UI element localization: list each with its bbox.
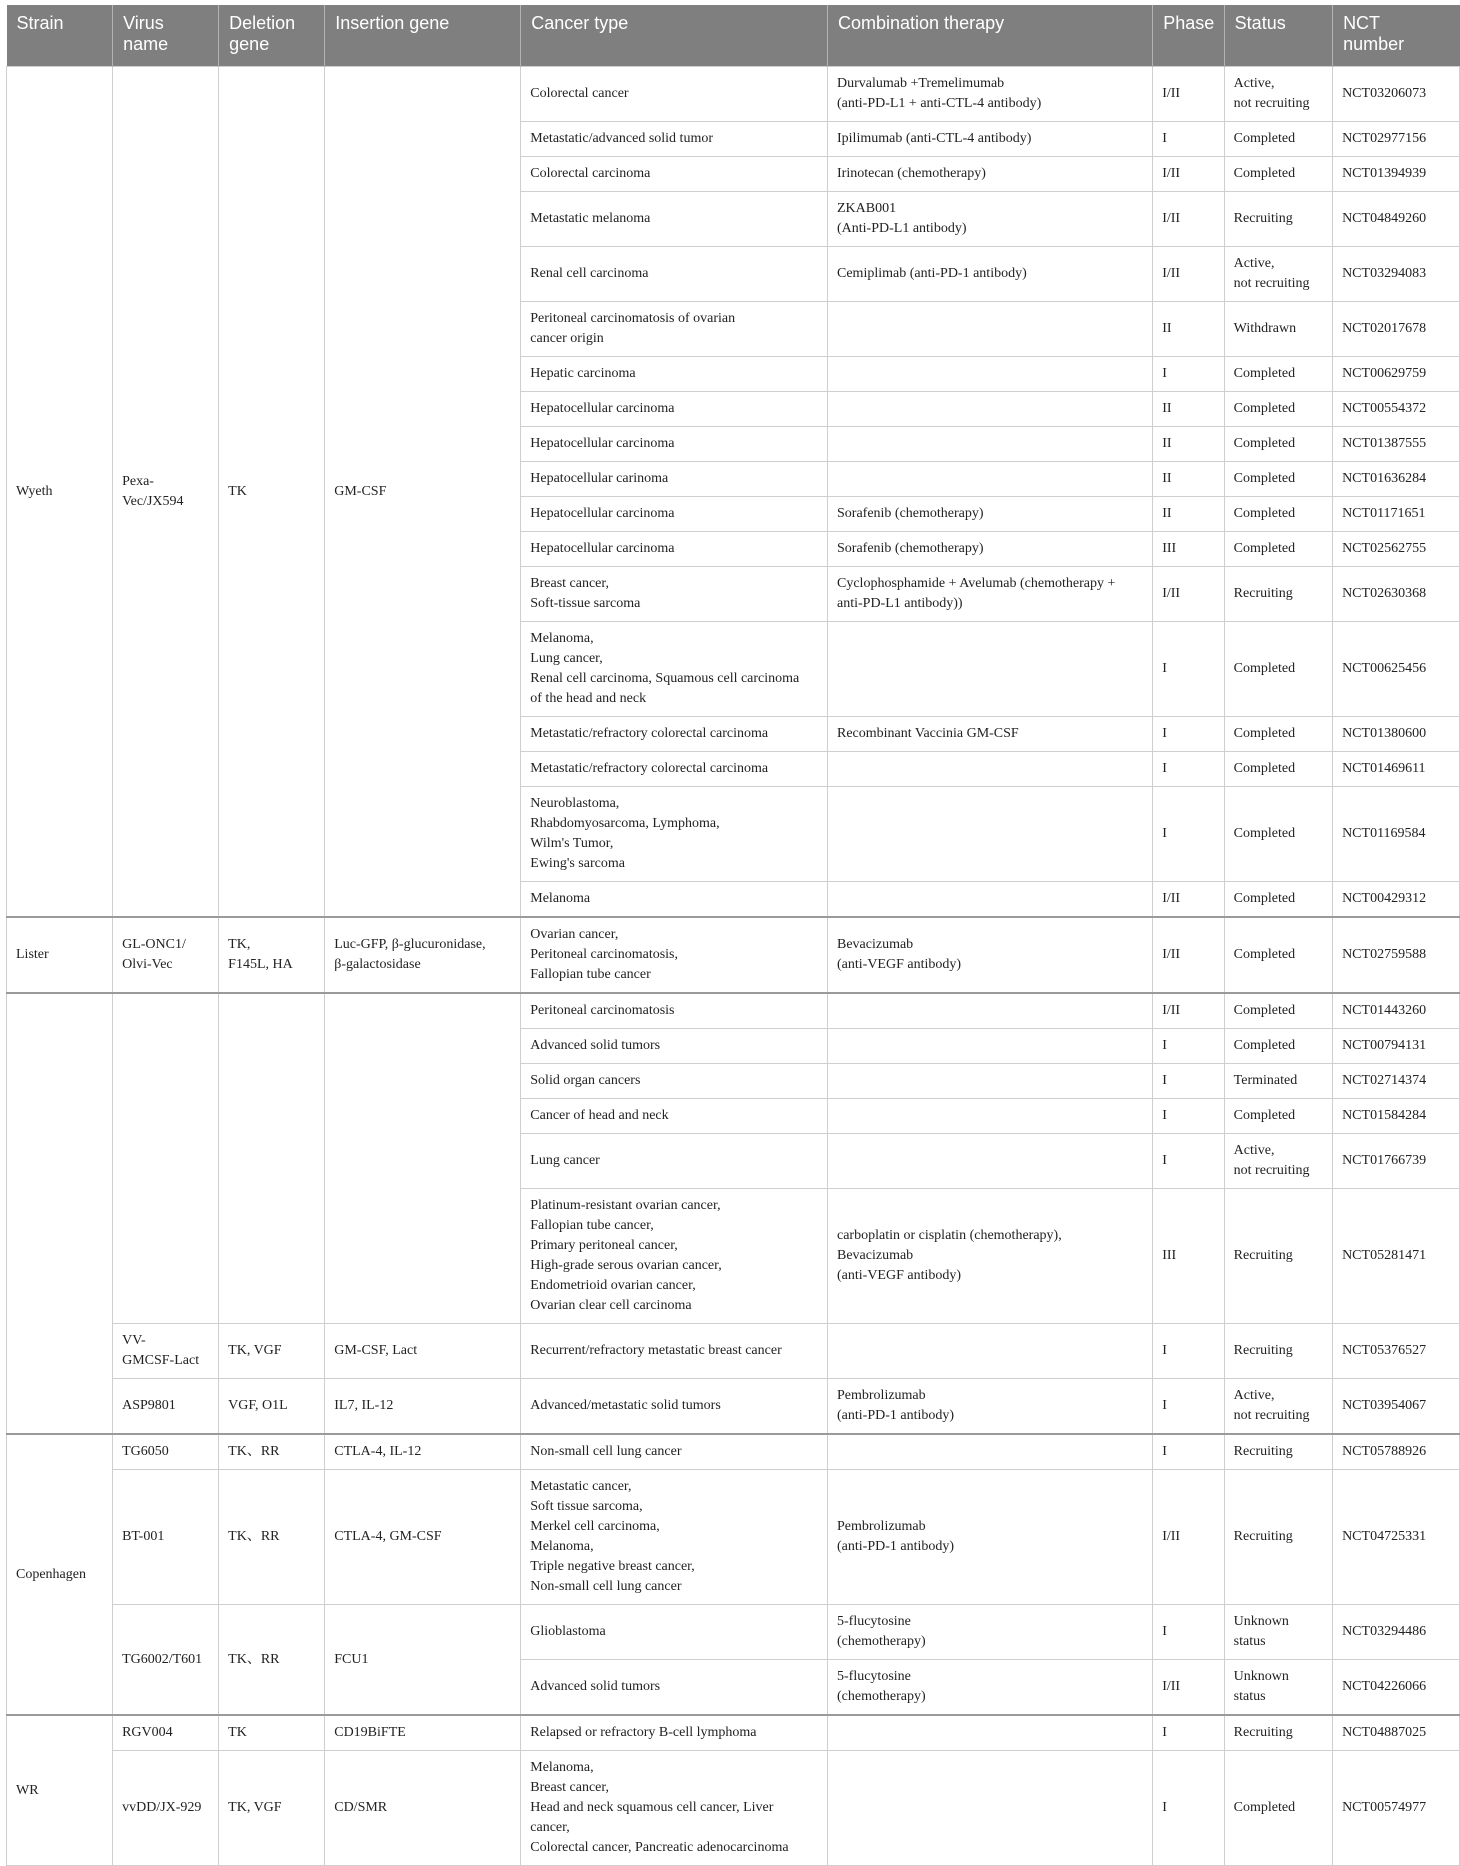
cancer-type-cell: Advanced solid tumors bbox=[521, 1029, 828, 1064]
phase-cell: I bbox=[1153, 1324, 1224, 1379]
combination-therapy-cell: Irinotecan (chemotherapy) bbox=[828, 157, 1153, 192]
insertion-gene-cell: GM-CSF, Lact bbox=[325, 1324, 521, 1379]
table-row bbox=[7, 1470, 1460, 1605]
virus-name-cell: Pexa- Vec/JX594 bbox=[113, 67, 219, 918]
deletion-gene-cell: VGF, O1L bbox=[219, 1379, 325, 1435]
insertion-gene-cell: CD19BiFTE bbox=[325, 1715, 521, 1751]
status-cell: Active, not recruiting bbox=[1224, 247, 1332, 302]
virus-name-cell: GL-ONC1/ Olvi-Vec bbox=[113, 917, 219, 993]
status-cell: Unknown status bbox=[1224, 1605, 1332, 1660]
nct-number-cell: NCT02562755 bbox=[1333, 532, 1460, 567]
cancer-type-cell: Metastatic/refractory colorectal carcinoma bbox=[521, 752, 828, 787]
status-cell: Active, not recruiting bbox=[1224, 67, 1332, 122]
phase-cell: I/II bbox=[1153, 1660, 1224, 1716]
nct-number-cell: NCT01394939 bbox=[1333, 157, 1460, 192]
insertion-gene-cell: CTLA-4, IL-12 bbox=[325, 1434, 521, 1470]
nct-number-cell: NCT02759588 bbox=[1333, 917, 1460, 993]
cancer-type-cell: Colorectal cancer bbox=[521, 67, 828, 122]
combination-therapy-cell: ZKAB001 (Anti-PD-L1 antibody) bbox=[828, 192, 1153, 247]
nct-number-cell: NCT04226066 bbox=[1333, 1660, 1460, 1716]
status-cell: Completed bbox=[1224, 917, 1332, 993]
phase-cell: I/II bbox=[1153, 993, 1224, 1029]
status-cell: Recruiting bbox=[1224, 192, 1332, 247]
cancer-type-cell: Breast cancer, Soft-tissue sarcoma bbox=[521, 567, 828, 622]
combination-therapy-cell: Cyclophosphamide + Avelumab (chemotherapy + anti-PD-L1 antibody)) bbox=[828, 567, 1153, 622]
header-virus-name: Virus name bbox=[113, 5, 219, 67]
status-cell: Completed bbox=[1224, 462, 1332, 497]
phase-cell: III bbox=[1153, 1189, 1224, 1324]
combination-therapy-cell bbox=[828, 462, 1153, 497]
status-cell: Unknown status bbox=[1224, 1660, 1332, 1716]
combination-therapy-cell bbox=[828, 1134, 1153, 1189]
nct-number-cell: NCT02977156 bbox=[1333, 122, 1460, 157]
status-cell: Recruiting bbox=[1224, 1324, 1332, 1379]
cancer-type-cell: Metastatic melanoma bbox=[521, 192, 828, 247]
insertion-gene-cell: GM-CSF bbox=[325, 67, 521, 918]
cancer-type-cell: Colorectal carcinoma bbox=[521, 157, 828, 192]
combination-therapy-cell bbox=[828, 882, 1153, 918]
deletion-gene-cell bbox=[219, 993, 325, 1324]
combination-therapy-cell: Sorafenib (chemotherapy) bbox=[828, 497, 1153, 532]
nct-number-cell: NCT01584284 bbox=[1333, 1099, 1460, 1134]
combination-therapy-cell: Bevacizumab (anti-VEGF antibody) bbox=[828, 917, 1153, 993]
combination-therapy-cell: Ipilimumab (anti-CTL-4 antibody) bbox=[828, 122, 1153, 157]
status-cell: Completed bbox=[1224, 122, 1332, 157]
cancer-type-cell: Relapsed or refractory B-cell lymphoma bbox=[521, 1715, 828, 1751]
nct-number-cell: NCT05376527 bbox=[1333, 1324, 1460, 1379]
nct-number-cell: NCT02714374 bbox=[1333, 1064, 1460, 1099]
status-cell: Completed bbox=[1224, 882, 1332, 918]
nct-number-cell: NCT02630368 bbox=[1333, 567, 1460, 622]
header-strain: Strain bbox=[7, 5, 113, 67]
phase-cell: I bbox=[1153, 357, 1224, 392]
combination-therapy-cell bbox=[828, 1324, 1153, 1379]
nct-number-cell: NCT00629759 bbox=[1333, 357, 1460, 392]
phase-cell: I bbox=[1153, 1029, 1224, 1064]
phase-cell: I/II bbox=[1153, 917, 1224, 993]
cancer-type-cell: Melanoma, Breast cancer, Head and neck squamous cell cancer, Liver cancer, Colorectal cancer, Pancreatic adenocarcinoma bbox=[521, 1751, 828, 1866]
table-row bbox=[7, 67, 1460, 122]
combination-therapy-cell bbox=[828, 1434, 1153, 1470]
header-deletion-gene: Deletion gene bbox=[219, 5, 325, 67]
cancer-type-cell: Solid organ cancers bbox=[521, 1064, 828, 1099]
phase-cell: I bbox=[1153, 1605, 1224, 1660]
table-container bbox=[6, 5, 1460, 1866]
cancer-type-cell: Melanoma bbox=[521, 882, 828, 918]
cancer-type-cell: Ovarian cancer, Peritoneal carcinomatosis, Fallopian tube cancer bbox=[521, 917, 828, 993]
strain-cell bbox=[7, 993, 113, 1434]
table-row bbox=[7, 1434, 1460, 1470]
nct-number-cell: NCT00429312 bbox=[1333, 882, 1460, 918]
nct-number-cell: NCT03294083 bbox=[1333, 247, 1460, 302]
virus-name-cell bbox=[113, 993, 219, 1324]
status-cell: Completed bbox=[1224, 1099, 1332, 1134]
status-cell: Completed bbox=[1224, 717, 1332, 752]
nct-number-cell: NCT03206073 bbox=[1333, 67, 1460, 122]
table-row bbox=[7, 1324, 1460, 1379]
status-cell: Recruiting bbox=[1224, 567, 1332, 622]
cancer-type-cell: Platinum-resistant ovarian cancer, Fallopian tube cancer, Primary peritoneal cancer, High-grade serous ovarian cancer, Endometrioid ovarian cancer, Ovarian clear cell carcinoma bbox=[521, 1189, 828, 1324]
combination-therapy-cell: Pembrolizumab (anti-PD-1 antibody) bbox=[828, 1379, 1153, 1435]
cancer-type-cell: Peritoneal carcinomatosis bbox=[521, 993, 828, 1029]
deletion-gene-cell: TK, VGF bbox=[219, 1751, 325, 1866]
combination-therapy-cell bbox=[828, 752, 1153, 787]
status-cell: Active, not recruiting bbox=[1224, 1134, 1332, 1189]
nct-number-cell: NCT00574977 bbox=[1333, 1751, 1460, 1866]
phase-cell: I bbox=[1153, 1134, 1224, 1189]
cancer-type-cell: Glioblastoma bbox=[521, 1605, 828, 1660]
status-cell: Terminated bbox=[1224, 1064, 1332, 1099]
nct-number-cell: NCT01169584 bbox=[1333, 787, 1460, 882]
table-row bbox=[7, 1751, 1460, 1866]
deletion-gene-cell: TK, F145L, HA bbox=[219, 917, 325, 993]
combination-therapy-cell: Sorafenib (chemotherapy) bbox=[828, 532, 1153, 567]
header-nct-number: NCT number bbox=[1333, 5, 1460, 67]
table-row bbox=[7, 1605, 1460, 1660]
phase-cell: II bbox=[1153, 462, 1224, 497]
insertion-gene-cell: FCU1 bbox=[325, 1605, 521, 1716]
phase-cell: II bbox=[1153, 392, 1224, 427]
status-cell: Withdrawn bbox=[1224, 302, 1332, 357]
status-cell: Completed bbox=[1224, 427, 1332, 462]
nct-number-cell: NCT05281471 bbox=[1333, 1189, 1460, 1324]
combination-therapy-cell bbox=[828, 1029, 1153, 1064]
nct-number-cell: NCT01469611 bbox=[1333, 752, 1460, 787]
deletion-gene-cell: TK、RR bbox=[219, 1605, 325, 1716]
cancer-type-cell: Recurrent/refractory metastatic breast cancer bbox=[521, 1324, 828, 1379]
nct-number-cell: NCT00625456 bbox=[1333, 622, 1460, 717]
nct-number-cell: NCT01443260 bbox=[1333, 993, 1460, 1029]
cancer-type-cell: Metastatic cancer, Soft tissue sarcoma, Merkel cell carcinoma, Melanoma, Triple negative breast cancer, Non-small cell lung cancer bbox=[521, 1470, 828, 1605]
status-cell: Completed bbox=[1224, 1751, 1332, 1866]
phase-cell: II bbox=[1153, 427, 1224, 462]
status-cell: Active, not recruiting bbox=[1224, 1379, 1332, 1435]
virus-name-cell: RGV004 bbox=[113, 1715, 219, 1751]
status-cell: Completed bbox=[1224, 622, 1332, 717]
combination-therapy-cell bbox=[828, 1715, 1153, 1751]
phase-cell: I bbox=[1153, 622, 1224, 717]
status-cell: Completed bbox=[1224, 1029, 1332, 1064]
nct-number-cell: NCT01387555 bbox=[1333, 427, 1460, 462]
strain-cell: Lister bbox=[7, 917, 113, 993]
phase-cell: I/II bbox=[1153, 157, 1224, 192]
nct-number-cell: NCT00554372 bbox=[1333, 392, 1460, 427]
combination-therapy-cell bbox=[828, 357, 1153, 392]
cancer-type-cell: Hepatocellular carcinoma bbox=[521, 427, 828, 462]
nct-number-cell: NCT04849260 bbox=[1333, 192, 1460, 247]
nct-number-cell: NCT05788926 bbox=[1333, 1434, 1460, 1470]
insertion-gene-cell: CD/SMR bbox=[325, 1751, 521, 1866]
phase-cell: I/II bbox=[1153, 192, 1224, 247]
phase-cell: I bbox=[1153, 1099, 1224, 1134]
insertion-gene-cell: CTLA-4, GM-CSF bbox=[325, 1470, 521, 1605]
status-cell: Completed bbox=[1224, 787, 1332, 882]
combination-therapy-cell: 5-flucytosine (chemotherapy) bbox=[828, 1605, 1153, 1660]
cancer-type-cell: Advanced solid tumors bbox=[521, 1660, 828, 1716]
phase-cell: I/II bbox=[1153, 67, 1224, 122]
status-cell: Completed bbox=[1224, 157, 1332, 192]
insertion-gene-cell bbox=[325, 993, 521, 1324]
cancer-type-cell: Hepatocellular carcinoma bbox=[521, 392, 828, 427]
phase-cell: I/II bbox=[1153, 567, 1224, 622]
deletion-gene-cell: TK bbox=[219, 67, 325, 918]
cancer-type-cell: Lung cancer bbox=[521, 1134, 828, 1189]
insertion-gene-cell: Luc-GFP, β-glucuronidase, β-galactosidase bbox=[325, 917, 521, 993]
phase-cell: I/II bbox=[1153, 247, 1224, 302]
cancer-type-cell: Hepatocellular carcinoma bbox=[521, 497, 828, 532]
combination-therapy-cell bbox=[828, 427, 1153, 462]
strain-cell: WR bbox=[7, 1715, 113, 1866]
deletion-gene-cell: TK, VGF bbox=[219, 1324, 325, 1379]
nct-number-cell: NCT04725331 bbox=[1333, 1470, 1460, 1605]
cancer-type-cell: Advanced/metastatic solid tumors bbox=[521, 1379, 828, 1435]
deletion-gene-cell: TK、RR bbox=[219, 1470, 325, 1605]
virus-name-cell: vvDD/JX-929 bbox=[113, 1751, 219, 1866]
combination-therapy-cell bbox=[828, 302, 1153, 357]
cancer-type-cell: Neuroblastoma, Rhabdomyosarcoma, Lymphoma, Wilm's Tumor, Ewing's sarcoma bbox=[521, 787, 828, 882]
status-cell: Completed bbox=[1224, 752, 1332, 787]
phase-cell: I bbox=[1153, 787, 1224, 882]
combination-therapy-cell bbox=[828, 1064, 1153, 1099]
nct-number-cell: NCT03954067 bbox=[1333, 1379, 1460, 1435]
nct-number-cell: NCT00794131 bbox=[1333, 1029, 1460, 1064]
phase-cell: I/II bbox=[1153, 1470, 1224, 1605]
combination-therapy-cell bbox=[828, 1751, 1153, 1866]
combination-therapy-cell: Cemiplimab (anti-PD-1 antibody) bbox=[828, 247, 1153, 302]
nct-number-cell: NCT01380600 bbox=[1333, 717, 1460, 752]
strain-cell: Copenhagen bbox=[7, 1434, 113, 1715]
header-insertion-gene: Insertion gene bbox=[325, 5, 521, 67]
nct-number-cell: NCT01171651 bbox=[1333, 497, 1460, 532]
clinical-trials-table bbox=[6, 5, 1460, 1866]
phase-cell: I/II bbox=[1153, 882, 1224, 918]
status-cell: Completed bbox=[1224, 497, 1332, 532]
combination-therapy-cell bbox=[828, 787, 1153, 882]
nct-number-cell: NCT01636284 bbox=[1333, 462, 1460, 497]
phase-cell: III bbox=[1153, 532, 1224, 567]
virus-name-cell: TG6050 bbox=[113, 1434, 219, 1470]
virus-name-cell: BT-001 bbox=[113, 1470, 219, 1605]
header-cancer-type: Cancer type bbox=[521, 5, 828, 67]
table-body bbox=[7, 67, 1460, 1866]
phase-cell: I bbox=[1153, 1379, 1224, 1435]
combination-therapy-cell bbox=[828, 622, 1153, 717]
cancer-type-cell: Peritoneal carcinomatosis of ovarian cancer origin bbox=[521, 302, 828, 357]
combination-therapy-cell: Recombinant Vaccinia GM-CSF bbox=[828, 717, 1153, 752]
phase-cell: I bbox=[1153, 1751, 1224, 1866]
combination-therapy-cell: 5-flucytosine (chemotherapy) bbox=[828, 1660, 1153, 1716]
table-row bbox=[7, 1715, 1460, 1751]
header-row bbox=[7, 5, 1460, 67]
cancer-type-cell: Hepatocellular carcinoma bbox=[521, 532, 828, 567]
combination-therapy-cell bbox=[828, 993, 1153, 1029]
virus-name-cell: TG6002/T601 bbox=[113, 1605, 219, 1716]
nct-number-cell: NCT01766739 bbox=[1333, 1134, 1460, 1189]
cancer-type-cell: Cancer of head and neck bbox=[521, 1099, 828, 1134]
table-row bbox=[7, 917, 1460, 993]
combination-therapy-cell: carboplatin or cisplatin (chemotherapy), Bevacizumab (anti-VEGF antibody) bbox=[828, 1189, 1153, 1324]
cancer-type-cell: Non-small cell lung cancer bbox=[521, 1434, 828, 1470]
status-cell: Completed bbox=[1224, 993, 1332, 1029]
nct-number-cell: NCT03294486 bbox=[1333, 1605, 1460, 1660]
phase-cell: I bbox=[1153, 122, 1224, 157]
cancer-type-cell: Hepatocellular carinoma bbox=[521, 462, 828, 497]
strain-cell: Wyeth bbox=[7, 67, 113, 918]
cancer-type-cell: Metastatic/advanced solid tumor bbox=[521, 122, 828, 157]
cancer-type-cell: Hepatic carcinoma bbox=[521, 357, 828, 392]
cancer-type-cell: Renal cell carcinoma bbox=[521, 247, 828, 302]
status-cell: Recruiting bbox=[1224, 1189, 1332, 1324]
insertion-gene-cell: IL7, IL-12 bbox=[325, 1379, 521, 1435]
status-cell: Recruiting bbox=[1224, 1434, 1332, 1470]
phase-cell: I bbox=[1153, 752, 1224, 787]
status-cell: Recruiting bbox=[1224, 1470, 1332, 1605]
combination-therapy-cell: Pembrolizumab (anti-PD-1 antibody) bbox=[828, 1470, 1153, 1605]
cancer-type-cell: Metastatic/refractory colorectal carcinoma bbox=[521, 717, 828, 752]
status-cell: Completed bbox=[1224, 392, 1332, 427]
phase-cell: I bbox=[1153, 1715, 1224, 1751]
nct-number-cell: NCT04887025 bbox=[1333, 1715, 1460, 1751]
nct-number-cell: NCT02017678 bbox=[1333, 302, 1460, 357]
header-phase: Phase bbox=[1153, 5, 1224, 67]
deletion-gene-cell: TK、RR bbox=[219, 1434, 325, 1470]
header-status: Status bbox=[1224, 5, 1332, 67]
status-cell: Completed bbox=[1224, 357, 1332, 392]
deletion-gene-cell: TK bbox=[219, 1715, 325, 1751]
table-row bbox=[7, 1379, 1460, 1435]
phase-cell: II bbox=[1153, 497, 1224, 532]
phase-cell: I bbox=[1153, 1064, 1224, 1099]
phase-cell: II bbox=[1153, 302, 1224, 357]
cancer-type-cell: Melanoma, Lung cancer, Renal cell carcinoma, Squamous cell carcinoma of the head and neck bbox=[521, 622, 828, 717]
phase-cell: I bbox=[1153, 717, 1224, 752]
header-combination-therapy: Combination therapy bbox=[828, 5, 1153, 67]
table-header bbox=[7, 5, 1460, 67]
table-row bbox=[7, 993, 1460, 1029]
combination-therapy-cell bbox=[828, 392, 1153, 427]
phase-cell: I bbox=[1153, 1434, 1224, 1470]
combination-therapy-cell: Durvalumab +Tremelimumab (anti-PD-L1 + anti-CTL-4 antibody) bbox=[828, 67, 1153, 122]
virus-name-cell: ASP9801 bbox=[113, 1379, 219, 1435]
status-cell: Completed bbox=[1224, 532, 1332, 567]
virus-name-cell: VV- GMCSF-Lact bbox=[113, 1324, 219, 1379]
combination-therapy-cell bbox=[828, 1099, 1153, 1134]
status-cell: Recruiting bbox=[1224, 1715, 1332, 1751]
